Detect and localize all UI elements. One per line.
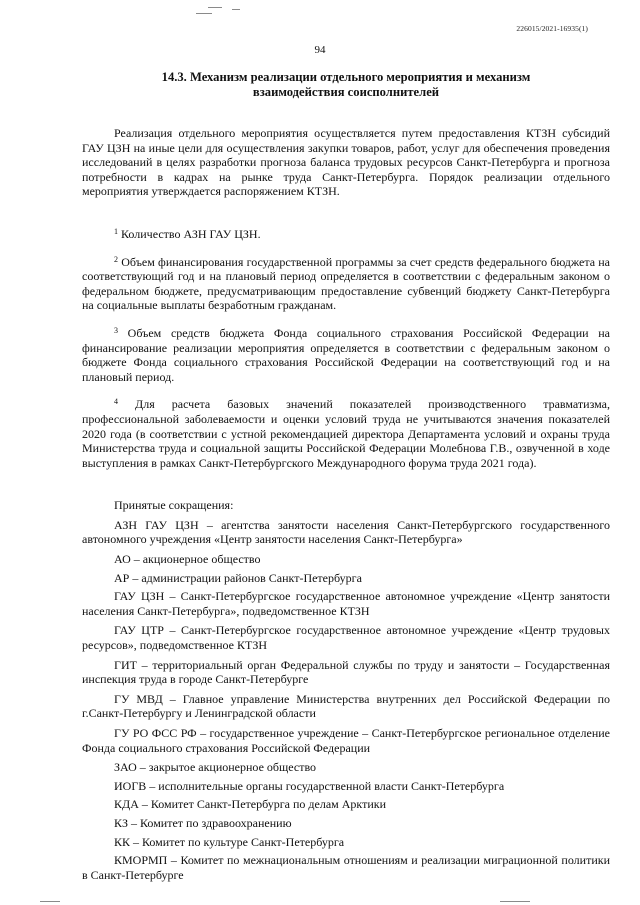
abbreviation-item: КМОРМП – Комитет по межнациональным отношениям и реализации миграционной политики в Санкт-Петербурге bbox=[82, 853, 610, 882]
scan-mark bbox=[40, 901, 60, 902]
abbreviation-item: АР – администрации районов Санкт-Петербурга bbox=[114, 570, 362, 585]
footnote-mark: 4 bbox=[114, 397, 118, 407]
footnote-text: Объем средств бюджета Фонда социального страхования Российской Федерации на финансирование реализации мероприятия определяется в соответствии с федеральным законом о бюджете Фонда социального страхования Российской Федерации на соответствующий год и на плановый период. bbox=[82, 325, 610, 384]
abbreviation-item: ГУ МВД – Главное управление Министерства внутренних дел Российской Федерации по г.Санкт-Петербургу и Ленинградской области bbox=[82, 691, 610, 721]
footnote-mark: 1 bbox=[114, 226, 118, 236]
abbreviation-item: КК – Комитет по культуре Санкт-Петербурга bbox=[114, 834, 345, 849]
abbreviations-list bbox=[82, 498, 610, 882]
document-id: 226015/2021-16935(1) bbox=[516, 24, 588, 33]
scan-mark bbox=[208, 7, 222, 8]
footnote-4 bbox=[82, 397, 610, 470]
abbreviation-item: АО – акционерное общество bbox=[114, 552, 261, 567]
abbreviation-item: КЗ – Комитет по здравоохранению bbox=[114, 815, 292, 830]
abbreviation-item: ИОГВ – исполнительные органы государственной власти Санкт-Петербурга bbox=[114, 778, 505, 793]
scan-mark bbox=[500, 901, 530, 902]
page-content bbox=[82, 70, 610, 887]
section-heading: 14.3. Механизм реализации отдельного мероприятия и механизм взаимодействия соисполнителей bbox=[161, 70, 531, 99]
footnote-text: Количество АЗН ГАУ ЦЗН. bbox=[121, 226, 261, 241]
abbreviation-item: ГИТ – территориальный орган Федеральной службы по труду и занятости – Государственная инспекция труда в городе Санкт-Петербурге bbox=[82, 657, 610, 687]
footnote-mark: 3 bbox=[114, 325, 118, 335]
scan-mark bbox=[196, 13, 212, 14]
abbreviation-item: АЗН ГАУ ЦЗН – агентства занятости населения Санкт-Петербургского государственного автономного учреждения «Центр занятости населения Санкт-Петербурга» bbox=[82, 517, 610, 547]
abbreviation-item: ГУ РО ФСС РФ – государственное учреждение – Санкт-Петербургское региональное отделение Фонда социального страхования Российской Федерации bbox=[82, 726, 610, 755]
abbreviation-item: ГАУ ЦЗН – Санкт-Петербургское государственное автономное учреждение «Центр занятости населения Санкт-Петербурга», подведомственное КТЗН bbox=[82, 589, 610, 618]
abbreviation-item: ЗАО – закрытое акционерное общество bbox=[114, 760, 317, 775]
footnote-3 bbox=[82, 326, 610, 384]
scan-mark bbox=[232, 9, 240, 10]
footnote-mark: 2 bbox=[114, 254, 118, 264]
abbreviation-item: КДА – Комитет Санкт-Петербурга по делам Арктики bbox=[114, 797, 387, 812]
section-body: Реализация отдельного мероприятия осуществляется путем предоставления КТЗН субсидий ГАУ ЦЗН на иные цели для осуществления закупки товаров, работ, услуг для обеспечения проведения исследований в целях разработки прогноза баланса трудовых ресурсов Санкт-Петербурга и прогноза потребности в кадрах на рынке труда Санкт-Петербурга. Порядок реализации отдельного мероприятия утверждается распоряжением КТЗН. bbox=[82, 126, 610, 199]
footnote-1 bbox=[82, 227, 610, 242]
footnote-2 bbox=[82, 255, 610, 313]
footnote-text: Для расчета базовых значений показателей производственного травматизма, профессиональной заболеваемости и оценки условий труда не учитываются значения показателей 2020 года (в соответствии с устной рекомендацией директора Департамента условий и охраны труда Министерства труда и социальной защиты Российской Федерации Молебнова Г.В., озвученной в ходе выступления в рамках Санкт-Петербургского Международного форума труда 2021 года). bbox=[82, 397, 610, 470]
abbreviation-item: ГАУ ЦТР – Санкт-Петербургское государственное автономное учреждение «Центр трудовых ресурсов», подведомственное КТЗН bbox=[82, 623, 610, 653]
footnote-text: Объем финансирования государственной программы за счет средств федерального бюджета на соответствующий год и на плановый период определяется в соответствии с федеральным законом о федеральном бюджете, предусматривающим предоставление субвенций бюджету Санкт-Петербурга на социальные выплаты безработным гражданам. bbox=[82, 254, 611, 313]
page-number: 94 bbox=[314, 44, 326, 56]
abbreviations-title: Принятые сокращения: bbox=[114, 498, 234, 513]
